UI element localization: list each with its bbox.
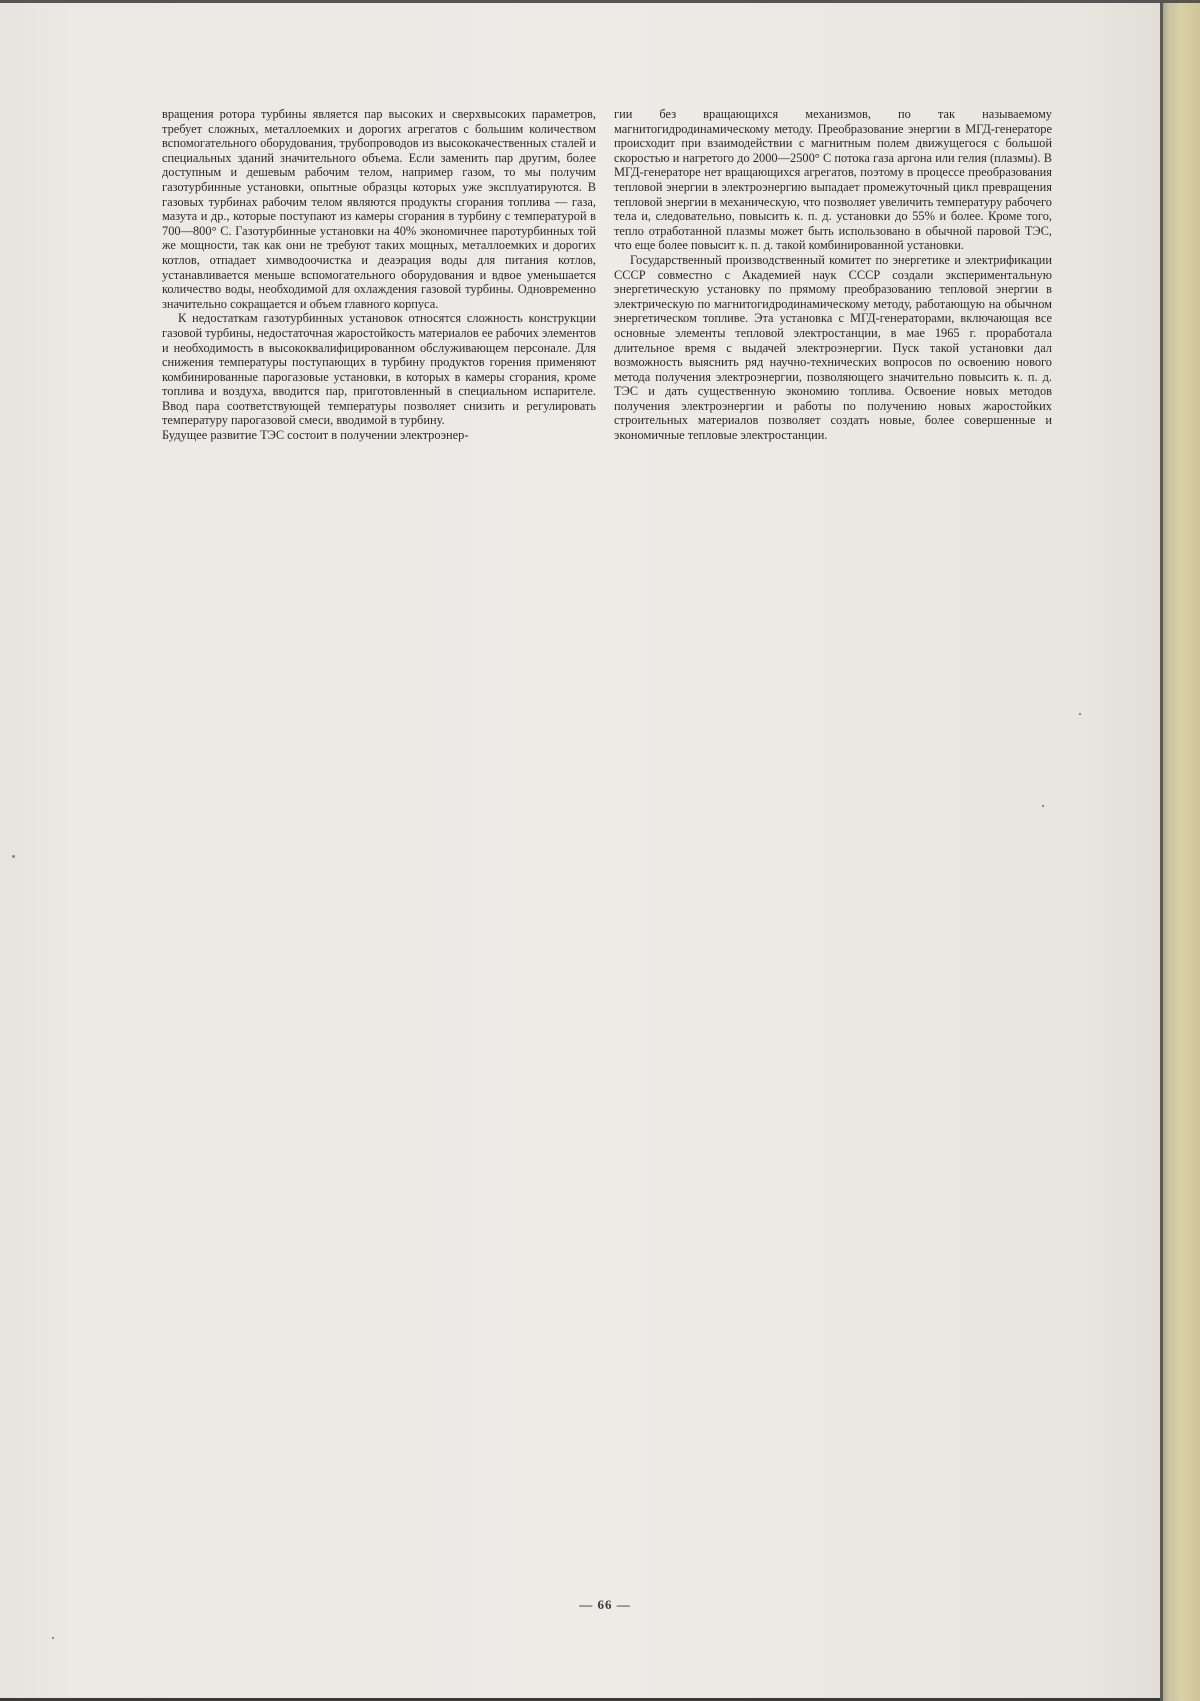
paragraph: Будущее развитие ТЭС состоит в получении электроэнер- [162, 428, 469, 443]
page-edge-shadow [1160, 3, 1200, 1701]
right-text-column [614, 107, 1052, 443]
scan-speck [52, 1637, 54, 1639]
scan-speck [1042, 805, 1044, 807]
paragraph: Государственный производственный комитет по энергетике и электрификации СССР совместно с Академией наук СССР создали экспериментальную энергетическую установку по прямому преобразованию тепловой энергии в электрическую по магнитогидродинамическому методу, работающую на обычном энергетическом топливе. Эта установка с МГД-генераторами, включающая все основные элементы тепловой электростанции, в мае 1965 г. проработала длительное время с выдачей электроэнергии. Пуск такой установки дал возможность выяснить ряд научно-технических вопросов по освоению нового метода получения электроэнергии, позволяющего значительно повысить к. п. д. ТЭС и дать существенную экономию топлива. Освоение новых методов получения электроэнергии и работы по получению новых жаростойких строительных материалов позволяет создать новые, более совершенные и экономичные тепловые электростанции. [614, 252, 1052, 443]
left-text-column [162, 107, 596, 443]
paragraph: вращения ротора турбины является пар высоких и сверхвысоких параметров, требует сложных, металлоемких и дорогих агрегатов с большим количеством вспомогательного оборудования, трубопроводов из высококачественных сталей и специальных зданий значительного объема. Если заменить пар другим, более доступным и дешевым рабочим телом, например газом, то мы получим газотурбинные установки, опытные образцы которых уже эксплуатируются. В газовых турбинах рабочим телом являются продукты сгорания топлива — газа, мазута и др., которые поступают из камеры сгорания в турбину с температурой в 700—800° С. Газотурбинные установки на 40% экономичнее паротурбинных той же мощности, так как они не требуют таких мощных, металлоемких и дорогих котлов, отпадает химводоочистка и деаэрация воды для питания котлов, устанавливается меньше вспомогательного оборудования и вдвое уменьшается количество воды, необходимой для охлаждения газовой турбины. Одновременно значительно сокращается и объем главного корпуса. [162, 107, 596, 311]
page-number: — 66 — [579, 1597, 631, 1612]
scan-speck [12, 855, 15, 858]
scan-speck [1079, 713, 1081, 715]
paragraph: гии без вращающихся механизмов, по так называемому магнитогидродинамическому методу. Преобразование энергии в МГД-генераторе происходит при взаимодействии с магнитным полем движущегося с большой скоростью и нагретого до 2000—2500° С потока газа аргона или гелия (плазмы). В МГД-генераторе нет вращающихся агрегатов, поэтому в процессе преобразования тепловой энергии в электроэнергию выпадает промежуточный цикл превращения тепловой энергии в механическую, что позволяет увеличить температуру рабочего тела и, следовательно, повысить к. п. д. установки до 55% и более. Кроме того, тепло отработанной плазмы может быть использовано в обычной паровой ТЭС, что еще более повысит к. п. д. такой комбинированной установки. [614, 107, 1052, 253]
paragraph: К недостаткам газотурбинных установок относятся сложность конструкции газовой турбины, недостаточная жаростойкость материалов ее рабочих элементов и необходимость в высококвалифицированном обслуживающем персонале. Для снижения температуры поступающих в турбину продуктов горения применяют комбинированные парогазовые установки, в которых в камеры сгорания, кроме топлива и воздуха, вводится пар, приготовленный в специальном испарителе. Ввод пара соответствующей температуры позволяет снизить и регулировать температуру парогазовой смеси, вводимой в турбину. [162, 311, 596, 428]
